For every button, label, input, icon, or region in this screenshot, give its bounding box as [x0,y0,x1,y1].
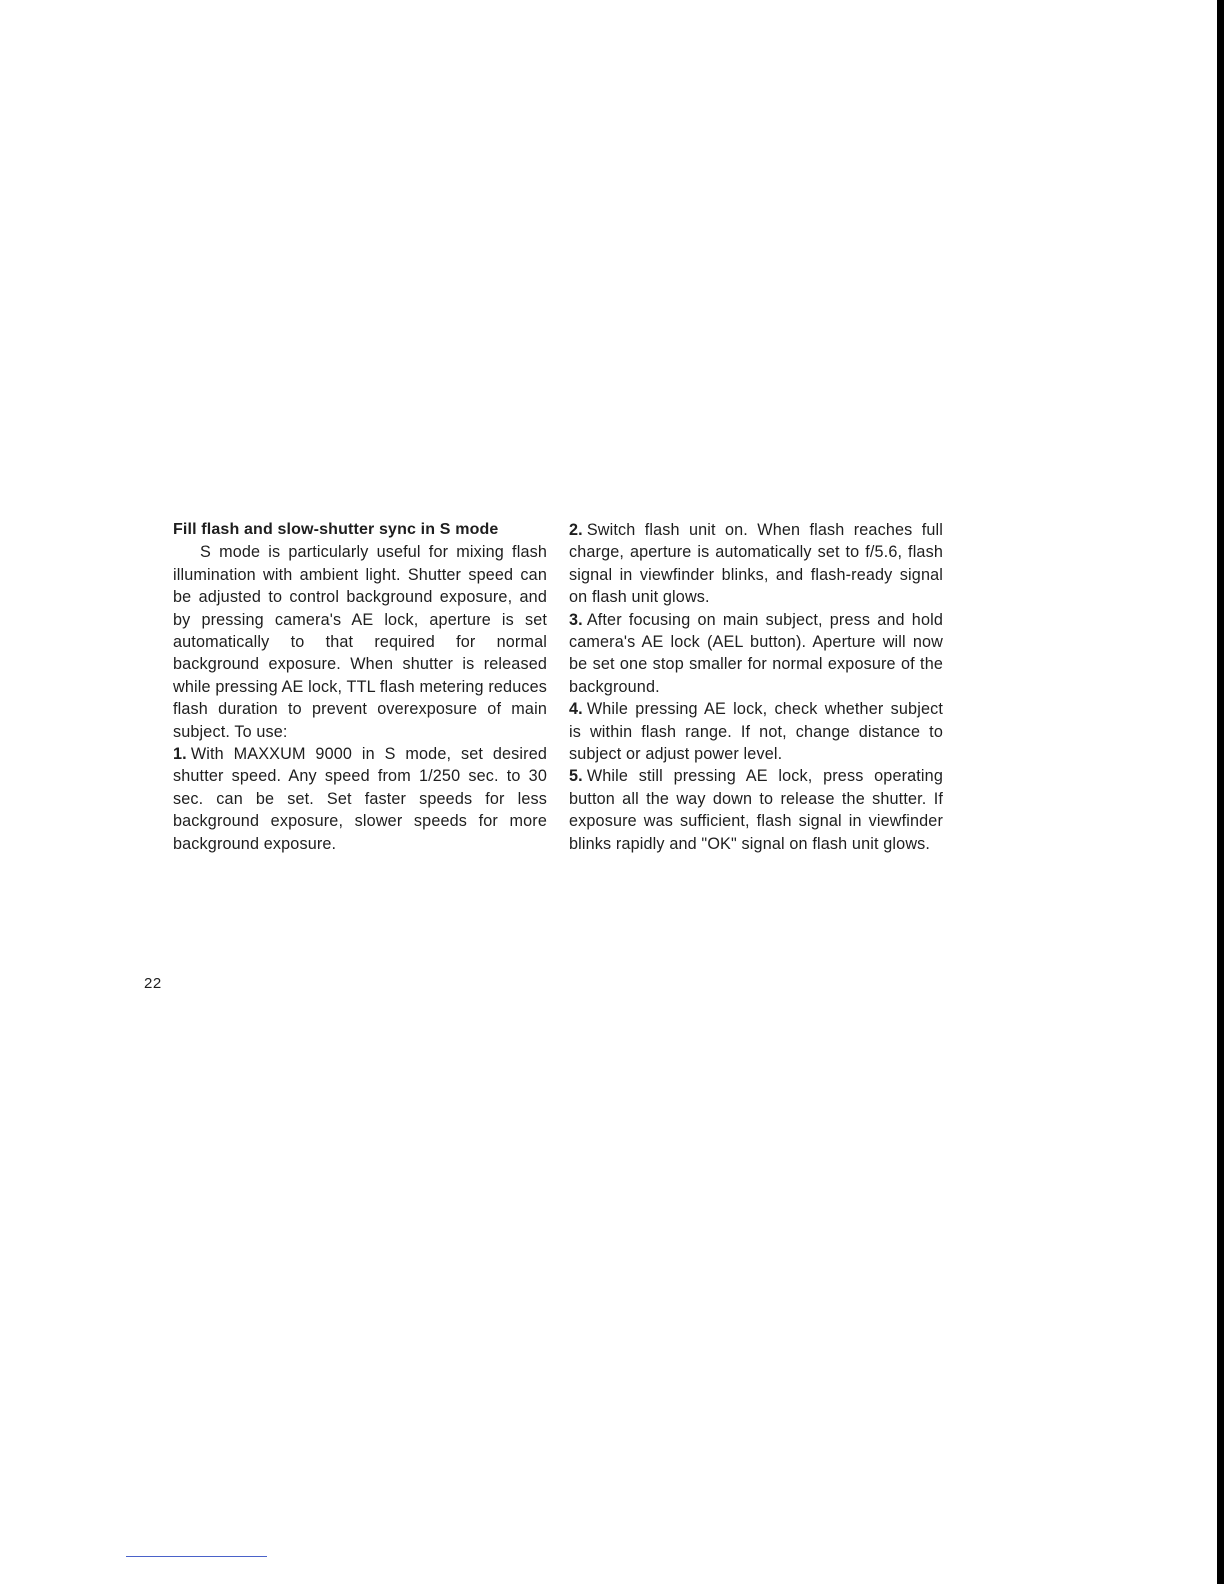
step-text: With MAXXUM 9000 in S mode, set desired shutter speed. Any speed from 1/250 sec. to 30 sec. can be set. Set faster speeds for less background exposure, slower speeds for more background exposure. [173,745,547,853]
text-columns [173,519,943,855]
step-text: After focusing on main subject, press and hold camera's AE lock (AEL button). Aperture will now be set one stop smaller for normal exposure of the background. [569,610,943,696]
step-text: While pressing AE lock, check whether subject is within flash range. If not, change distance to subject or adjust power level. [569,700,943,764]
step-1 [173,743,547,855]
step-number: 5. [569,767,583,786]
page-number: 22 [144,975,162,992]
left-column [173,519,547,855]
step-4 [569,698,943,765]
step-number: 1. [173,745,187,764]
section-heading: Fill flash and slow-shutter sync in S mode [173,521,499,538]
step-number: 4. [569,700,583,719]
page-edge [1217,0,1224,1584]
step-3 [569,609,943,699]
step-text: While still pressing AE lock, press operating button all the way down to release the shutter. If exposure was sufficient, flash signal in viewfinder blinks rapidly and "OK" signal on flash unit glows. [569,767,943,853]
step-2 [569,519,943,609]
step-number: 2. [569,521,583,539]
footer-rule [126,1556,267,1557]
right-column [569,519,943,855]
step-number: 3. [569,610,583,629]
step-text: Switch flash unit on. When flash reaches full charge, aperture is automatically set to f/5.6, flash signal in viewfinder blinks, and flash-ready signal on flash unit glows. [569,521,943,607]
step-5 [569,765,943,855]
intro-paragraph: S mode is particularly useful for mixing flash illumination with ambient light. Shutter speed can be adjusted to control background exposure, and by pressing camera's AE lock, aperture is set automatically to that required for normal background exposure. When shutter is released while pressing AE lock, TTL flash metering reduces flash duration to prevent overexposure of main subject. To use: [173,543,547,741]
